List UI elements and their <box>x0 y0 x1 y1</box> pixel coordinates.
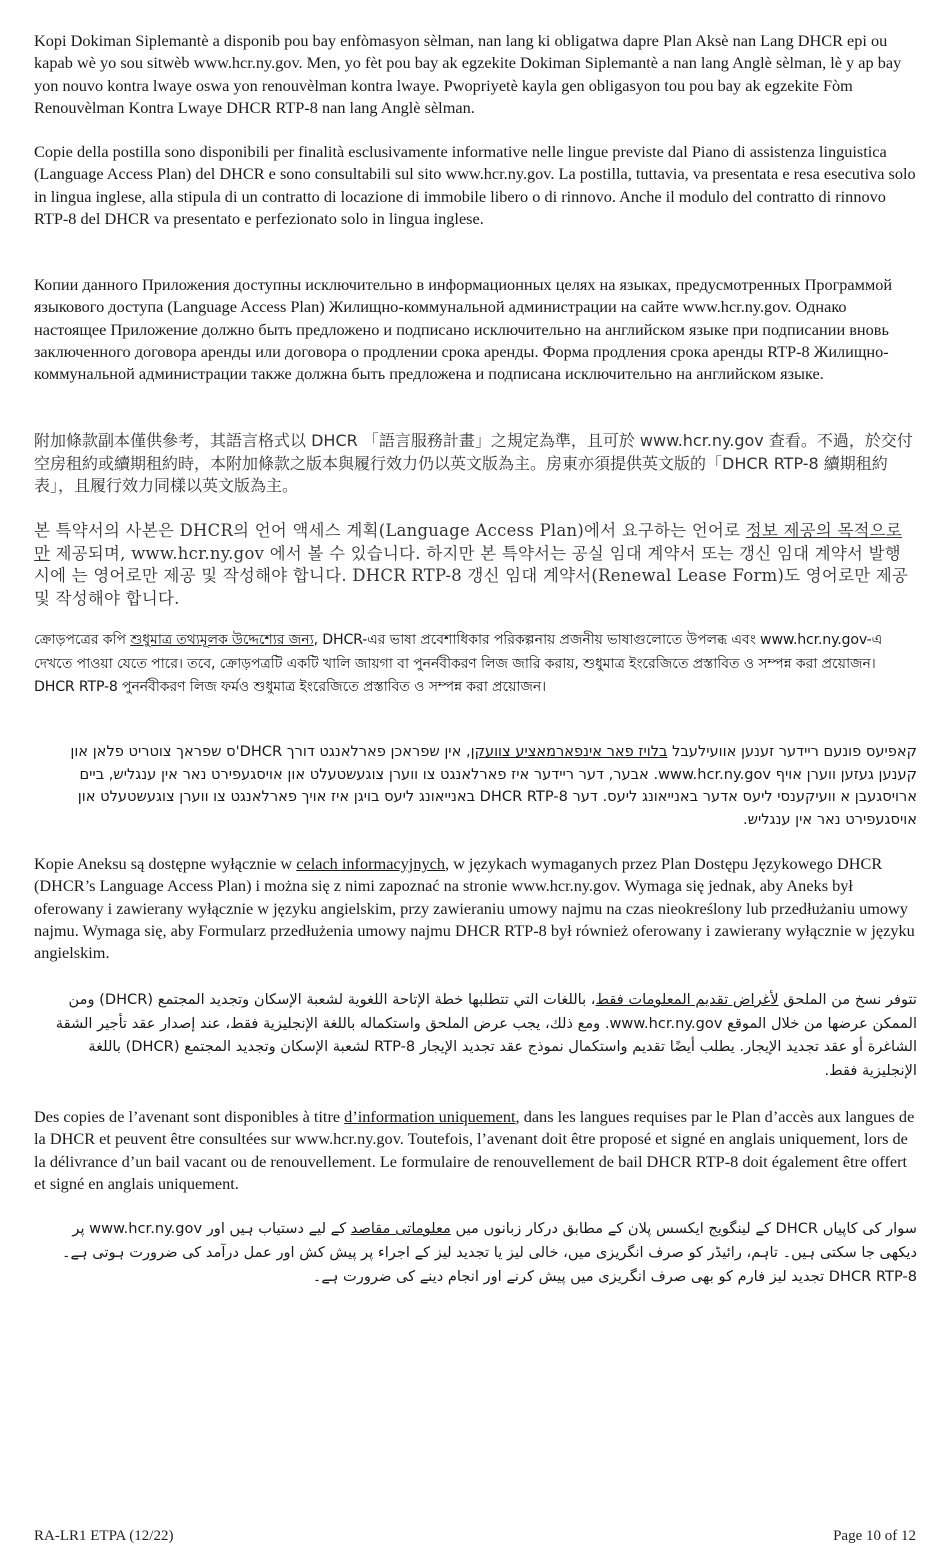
paragraph-french <box>34 1106 919 1195</box>
arabic-text-start: تتوفر نسخ من الملحق <box>778 991 917 1008</box>
paragraph-russian: Копии данного Приложения доступны исключительно в информационных целях на языках, предусмотренных Программой языкового доступа (Language Access Plan) Жилищно-коммунальной администрации на сайте www.hcr.ny.gov. Однако настоящее Приложение должно быть предложено и подписано исключительно на английском языке при подписании вновь заключенного договора аренды или договора о продлении срока аренды. Форма продления срока аренды RTP-8 Жилищно-коммунальной администрации также должна быть предложена и подписана исключительно на английском языке. <box>34 275 893 384</box>
urdu-underlined-phrase: معلوماتی مقاصد <box>350 1220 451 1237</box>
footer-form-id: RA-LR1 ETPA (12/22) <box>34 1528 174 1544</box>
paragraph-polish <box>34 853 919 964</box>
polish-text-start: Kopie Aneksu są dostępne wyłącznie w <box>34 854 297 873</box>
paragraph-haitian-creole: Kopi Dokiman Siplemantè a disponib pou bay enfòmasyon sèlman, nan lang ki obligatwa dapre Plan Aksè nan Lang DHCR epi ou kapab wè yo sou sitwèb www.hcr.ny.gov. Men, yo fèt pou bay ak egzekite Dokiman Siplemantè a nan lang Anglè sèlman, lè y ap bay yon nouvo kontra lwaye oswa yon renouvèlman kontra lwaye. Pwopriyetè kayla gen obligasyon tou pou bay ak egzekite Fòm Renouvèlman Kontra Lwaye DHCR RTP-8 nan lang Anglè sèlman. <box>34 31 902 117</box>
urdu-text-start: سوار کی کاپیاں DHCR کے لینگویج ایکسس پلان کے مطابق درکار زبانوں میں <box>450 1220 917 1237</box>
french-text-start: Des copies de l’avenant sont disponibles à titre <box>34 1107 345 1126</box>
korean-text-start: 본 특약서의 사본은 DHCR의 언어 액세스 계획(Language Access Plan)에서 요구하는 언어로 <box>34 521 746 540</box>
paragraph-yiddish <box>34 741 917 831</box>
arabic-underlined-phrase: لأغراض تقديم المعلومات فقط <box>595 991 779 1008</box>
paragraph-korean <box>34 520 916 610</box>
korean-text-end: 제공되며, www.hcr.ny.gov 에서 볼 수 있습니다. 하지만 본 특약서는 공실 임대 계약서 또는 갱신 임대 계약서 발행 시에 는 영어로만 제공 및 작성해야 합니다. DHCR RTP-8 갱신 임대 계약서(Renewal Lease Form)도 영어로만 제공 및 작성해야 합니다. <box>34 543 914 608</box>
korean-underlined-phrase: 정보 제공의 목적으로만 <box>34 521 903 563</box>
paragraph-urdu <box>34 1217 917 1289</box>
french-underlined-phrase: d’information uniquement <box>344 1107 516 1126</box>
footer-page-number: Page 10 of 12 <box>833 1528 916 1544</box>
polish-underlined-phrase: celach informacyjnych <box>296 854 445 873</box>
urdu-text-end: کے لیے دستیاب ہیں اور www.hcr.ny.gov پر دیکھی جا سکتی ہیں۔ تاہم، رائیڈر کو صرف انگریزی میں، خالی لیز یا تجدید لیز کے اجراء پر پیش کش اور عمل درآمد کی ضرورت ہوتی ہے۔ DHCR RTP-8 تجدید لیز فارم کو بھی صرف انگریزی میں پیش کرنے اور انجام دینے کی ضرورت ہے۔ <box>57 1220 917 1285</box>
paragraph-chinese: 附加條款副本僅供參考，其語言格式以 DHCR 「語言服務計畫」之規定為準，且可於 www.hcr.ny.gov 查看。不過，於交付空房租約或續期租約時，本附加條款之版本與履行效力仍以英文版為主。房東亦須提供英文版的「DHCR RTP-8 續期租約表」，且履行效力同樣以英文版為主。 <box>34 431 913 495</box>
bengali-text-end: , DHCR-এর ভাষা প্রবেশাধিকার পরিকল্পনায় প্রজনীয় ভাষাগুলোতে উপলব্ধ এবং www.hcr.ny.gov-এ দেখতে পাওয়া যেতে পারে। তবে, ক্রোড়পত্রটি একটি খালি জায়গা বা পুনর্নবীকরণ লিজ জারি করায়, শুধুমাত্র ইংরেজিতে প্রস্তাবিত ও সম্পন্ন করা প্রয়োজন। DHCR RTP-8 পুনর্নবীকরণ লিজ ফর্মও শুধুমাত্র ইংরেজিতে প্রস্তাবিত ও সম্পন্ন করা প্রয়োজন। <box>34 632 887 695</box>
paragraph-bengali <box>34 629 916 700</box>
yiddish-text-start: קאפיעס פונעם ריידער זענען אוועילעבל <box>667 743 917 760</box>
polish-text-end: , w językach wymaganych przez Plan Dostępu Językowego DHCR (DHCR’s Language Access Plan) i można się z nimi zapoznać na stronie www.hcr.ny.gov. Wymaga się jednak, aby Aneks był oferowany i zawierany wyłącznie w języku angielskim, przy zawieraniu umowy najmu na czas nieokreślony lub przedłużaniu umowy najmu. Wymaga się, aby Formularz przedłużenia umowy najmu DHCR RTP-8 był również oferowany i zawierany wyłącznie w języku angielskim. <box>34 854 919 963</box>
arabic-text-end: ، باللغات التي تتطلبها خطة الإتاحة اللغوية لشعبة الإسكان وتجديد المجتمع (DHCR) ومن الممكن عرضها من خلال الموقع www.hcr.ny.gov. ومع ذلك، يجب عرض الملحق واستكماله باللغة الإنجليزية فقط، عند إصدار عقد تأجير الشقة الشاغرة أو عقد تجديد الإيجار. يطلب أيضًا تقديم واستكمال نموذج عقد تجديد الإيجار RTP-8 لشعبة الإسكان وتجديد المجتمع (DHCR) باللغة الإنجليزية فقط. <box>51 991 917 1079</box>
french-text-end: , dans les langues requises par le Plan d’accès aux langues de la DHCR et peuvent être consultées sur www.hcr.ny.gov. Toutefois, l’avenant doit être proposé et signé en anglais uniquement, lors de la délivrance d’un bail vacant ou de renouvellement. Le formulaire de renouvellement de bail DHCR RTP-8 doit également être offert et signé en anglais uniquement. <box>34 1107 919 1193</box>
yiddish-underlined-phrase: בלויז פאר אינפארמאציע צוועקן <box>470 743 668 760</box>
yiddish-text-end: , אין שפראכן פארלאנגט דורך DHCR'ס שפראך צוטריט פלאן און קענען געזען ווערן אויף www.hcr.ny.gov. אבער, דער ריידער איז פארלאנגט צו ווערן צוגעשטעלט און אויסגעפירט נאר אין ענגליש, ביים ארויסגעבן א וועיקענסי ליעס אדער באנייאונג ליעס. דער DHCR RTP-8 באנייאונג ליעס בויגן איז אויך פארלאנגט צו ווערן צוגעשטעלט און אויסגעפירט נאר אין ענגליש. <box>65 743 917 828</box>
bengali-underlined-phrase: শুধুমাত্র তথ্যমূলক উদ্দেশ্যের জন্য <box>130 632 314 648</box>
paragraph-italian: Copie della postilla sono disponibili per finalità esclusivamente informative nelle lingue previste dal Piano di assistenza linguistica (Language Access Plan) del DHCR e sono consultabili sul sito www.hcr.ny.gov. La postilla, tuttavia, va presentata e resa esecutiva solo in lingua inglese, alla stipula di un contratto di locazione di immobile libero o di rinnovo. Anche il modulo del contratto di rinnovo RTP-8 del DHCR va presentato e perfezionato solo in lingua inglese. <box>34 142 916 228</box>
paragraph-arabic <box>34 988 917 1082</box>
bengali-text-start: ক্রোড়পত্রের কপি <box>34 632 131 648</box>
